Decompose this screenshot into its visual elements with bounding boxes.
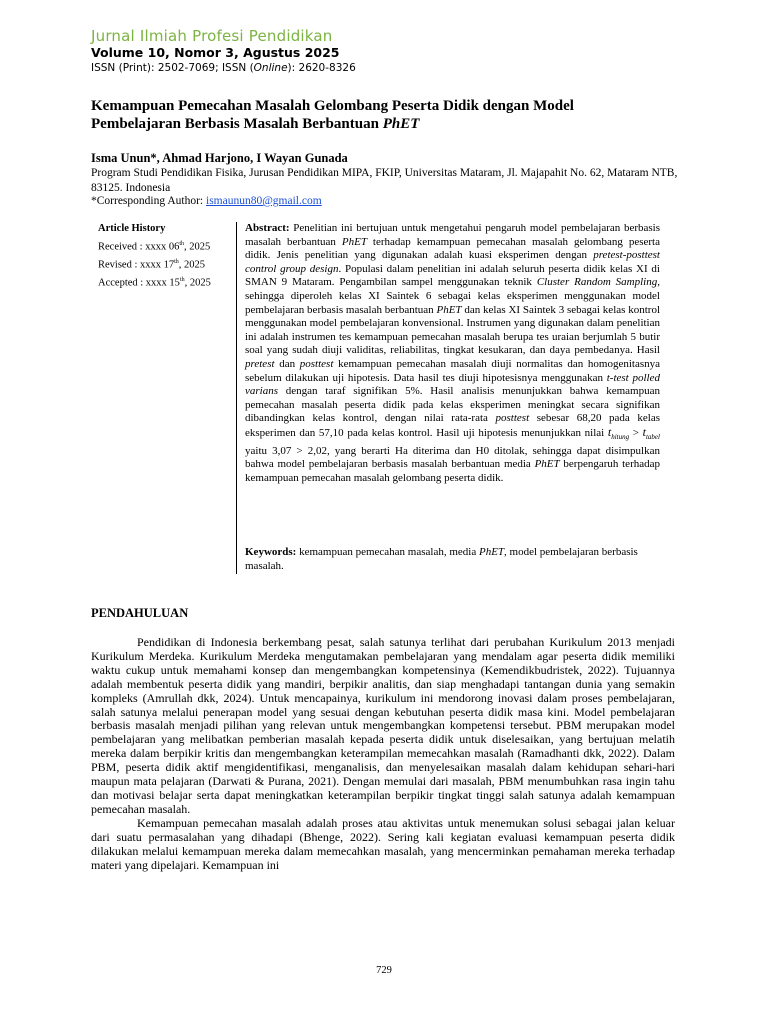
- abstract-posttest: posttest: [495, 412, 530, 425]
- keywords-text-end: , model pembelajaran berbasis masalah.: [245, 546, 638, 572]
- abstract-text: dengan taraf signifikan 5%. Hasil analisis menunjukkan bahwa kemampuan pemecahan masalah peserta didik pada kelas eksperimen meningkat secara signifikan dibandingkan kelas kontrol, dengan nilai rata-rata: [245, 385, 660, 425]
- abstract-posttest: posttest: [299, 357, 334, 370]
- t-tabel-sub: tabel: [645, 433, 660, 442]
- abstract-label: Abstract:: [245, 222, 290, 234]
- abstract: [245, 222, 660, 485]
- article-affiliation: Program Studi Pendidikan Fisika, Jurusan Pendidikan MIPA, FKIP, Universitas Mataram, Jl. Majapahit No. 62, Mataram NTB, 83125. Indonesia: [91, 167, 678, 194]
- abstract-text: kemampuan pemecahan masalah diuji normalitas dan homogenitasnya sebelum dilakukan uji hipotesis. Data hasil tes diuji hipotesisnya menggunakan: [245, 357, 660, 384]
- journal-name: Jurnal Ilmiah Profesi Pendidikan: [91, 27, 333, 45]
- abstract-text: berpengaruh terhadap kemampuan pemecahan masalah gelombang peserta didik.: [245, 458, 660, 484]
- corresponding-email-link[interactable]: ismaunun80@gmail.com: [206, 195, 322, 207]
- issn-text-end: ): 2620-8326: [287, 62, 356, 74]
- keywords: [245, 546, 660, 573]
- keywords-label: Keywords:: [245, 546, 297, 558]
- corresponding-author: [91, 195, 322, 207]
- keywords-phet: PhET: [478, 546, 505, 558]
- history-title: Article History: [98, 223, 166, 234]
- issn-text: ISSN (Print): 2502-7069; ISSN (: [91, 62, 254, 74]
- t-tabel-symbol: t: [642, 424, 646, 439]
- abstract-text: sebesar 68,20 pada kelas eksperimen dan 57,10 pada kelas kontrol. Hasil uji hipotesis menunjukkan nilai: [245, 412, 660, 439]
- abstract-phet: PhET: [534, 458, 560, 471]
- keywords-text: kemampuan pemecahan masalah, media: [296, 546, 479, 558]
- abstract-pretest: pretest: [245, 357, 275, 370]
- body-text: [91, 636, 675, 872]
- abstract-ttest: t-test polled varians: [245, 371, 660, 398]
- accepted-text: Accepted : xxxx 15: [98, 277, 180, 288]
- abstract-text: , sehingga diperoleh kelas XI Saintek 6 sebagai kelas eksperimen menggunakan model pembelajaran berbasis masalah berbantuan: [245, 276, 660, 316]
- title-line-2: Pembelajaran Berbasis Masalah Berbantuan: [91, 116, 383, 132]
- t-hitung-symbol: t: [607, 424, 612, 439]
- abstract-sampling: Cluster Random Sampling: [536, 276, 658, 289]
- title-line-1: Kemampuan Pemecahan Masalah Gelombang Peserta Didik dengan Model: [91, 98, 574, 114]
- abstract-divider: [236, 222, 237, 574]
- page-number: 729: [376, 965, 392, 976]
- received-year: , 2025: [184, 241, 211, 252]
- abstract-phet: PhET: [436, 303, 462, 316]
- history-received: [98, 237, 211, 255]
- accepted-sup: th: [179, 276, 185, 283]
- received-text: Received : xxxx 06: [98, 241, 180, 252]
- article-authors: Isma Unun*, Ahmad Harjono, I Wayan Gunada: [91, 151, 348, 165]
- article-title: [91, 97, 691, 133]
- section-heading: PENDAHULUAN: [91, 606, 189, 620]
- issn-online-text: Online: [253, 62, 288, 74]
- abstract-text: dan kelas XI Saintek 3 sebagai kelas kontrol menggunakan model pembelajaran konvensional. Instrumen yang digunakan dalam penelitian ini adalah instrumen tes kemampuan pemecahan masalah berupa tes uraian berjumlah 5 butir soal yang sudah diuji validitas, reliabilitas, tingkat kesukaran, dan daya pembedanya. Hasil: [245, 303, 660, 357]
- revised-sup: th: [174, 258, 179, 265]
- abstract-phet: PhET: [341, 235, 367, 248]
- paragraph-1: Pendidikan di Indonesia berkembang pesat, salah satunya terlihat dari perubahan Kurikulum 2013 menjadi Kurikulum Merdeka. Kurikulum Merdeka mengutamakan pembelajaran yang mendalam agar peserta didik memiliki waktu cukup untuk memahami konsep dan mengembangkan kompetensinya (Kemendikbudristek, 2022). Tujuannya adalah membentuk peserta didik yang mandiri, berpikir analitis, dan siap menghadapi tantangan dunia yang semakin kompleks (Amrullah dkk, 2024). Untuk mencapainya, kurikulum ini mendorong inovasi dalam proses pembelajaran, salah satunya melalui penerapan model yang sesuai dengan kebutuhan peserta didik masa kini. Model pembelajaran berbasis masalah menjadi pilihan yang relevan untuk mengembangkan kompetensi tersebut. PBM merupakan model pembelajaran yang melibatkan pemberian masalah kepada peserta didik untuk diselesaikan, yang bertujuan melatih mereka dalam berpikir kritis dan mengembangkan keterampilan memecahkan masalah (Ramadhanti dkk, 2022). Dalam PBM, peserta didik aktif mengidentifikasi, menganalisis, dan menyelesaikan masalah dalam kehidupan sehari-hari maupun mata pelajaran (Darwati & Purana, 2021). Dengan memulai dari masalah, PBM menumbuhkan rasa ingin tahu dan motivasi belajar serta dapat meningkatkan keterampilan berpikir tingkat tinggi salah satunya adalah kemampuan pemecahan masalah.: [91, 635, 675, 816]
- paragraph-2: Kemampuan pemecahan masalah adalah proses atau aktivitas untuk menemukan solusi sebagai jalan keluar dari suatu permasalahan yang dihadapi (Bhenge, 2022). Sering kali kegiatan evaluasi kemampuan peserta didik dilakukan melalui kemampuan mereka dalam memecahkan masalah, yang mencerminkan pemahaman mereka terhadap materi yang dipelajari. Kemampuan ini: [91, 815, 675, 872]
- abstract-text: yaitu 3,07 > 2,02, yang berarti Ha diterima dan H0 ditolak, sehingga dapat disimpulkan bahwa model pembelajaran berbasis masalah berbantuan media: [245, 444, 660, 471]
- abstract-text: terhadap kemampuan pemecahan masalah gelombang peserta didik. Jenis penelitian yang digunakan adalah kuasi eksperimen dengan: [245, 235, 660, 262]
- abstract-text: . Populasi dalam penelitian ini adalah seluruh peserta didik kelas XI di SMAN 9 Mataram. Pengambilan sampel menggunakan teknik: [245, 262, 660, 289]
- accepted-year: , 2025: [184, 277, 211, 288]
- received-sup: th: [179, 240, 185, 247]
- history-revised: [98, 255, 211, 273]
- t-hitung-sub: hitung: [611, 433, 630, 442]
- journal-issn: [91, 62, 356, 74]
- history-accepted: [98, 273, 211, 291]
- greater-than: >: [629, 426, 643, 439]
- revised-text: Revised : xxxx 17: [98, 259, 175, 270]
- article-history: [98, 222, 211, 291]
- abstract-design: pretest-posttest control group design: [245, 249, 660, 275]
- title-phet: PhET: [382, 116, 420, 132]
- abstract-text: Penelitian ini bertujuan untuk mengetahui pengaruh model pembelajaran berbasis masalah berbantuan: [245, 222, 660, 248]
- corresponding-label: *Corresponding Author:: [91, 195, 206, 207]
- journal-volume: Volume 10, Nomor 3, Agustus 2025: [91, 45, 340, 60]
- revised-year: , 2025: [178, 259, 206, 270]
- abstract-text: dan: [274, 357, 300, 370]
